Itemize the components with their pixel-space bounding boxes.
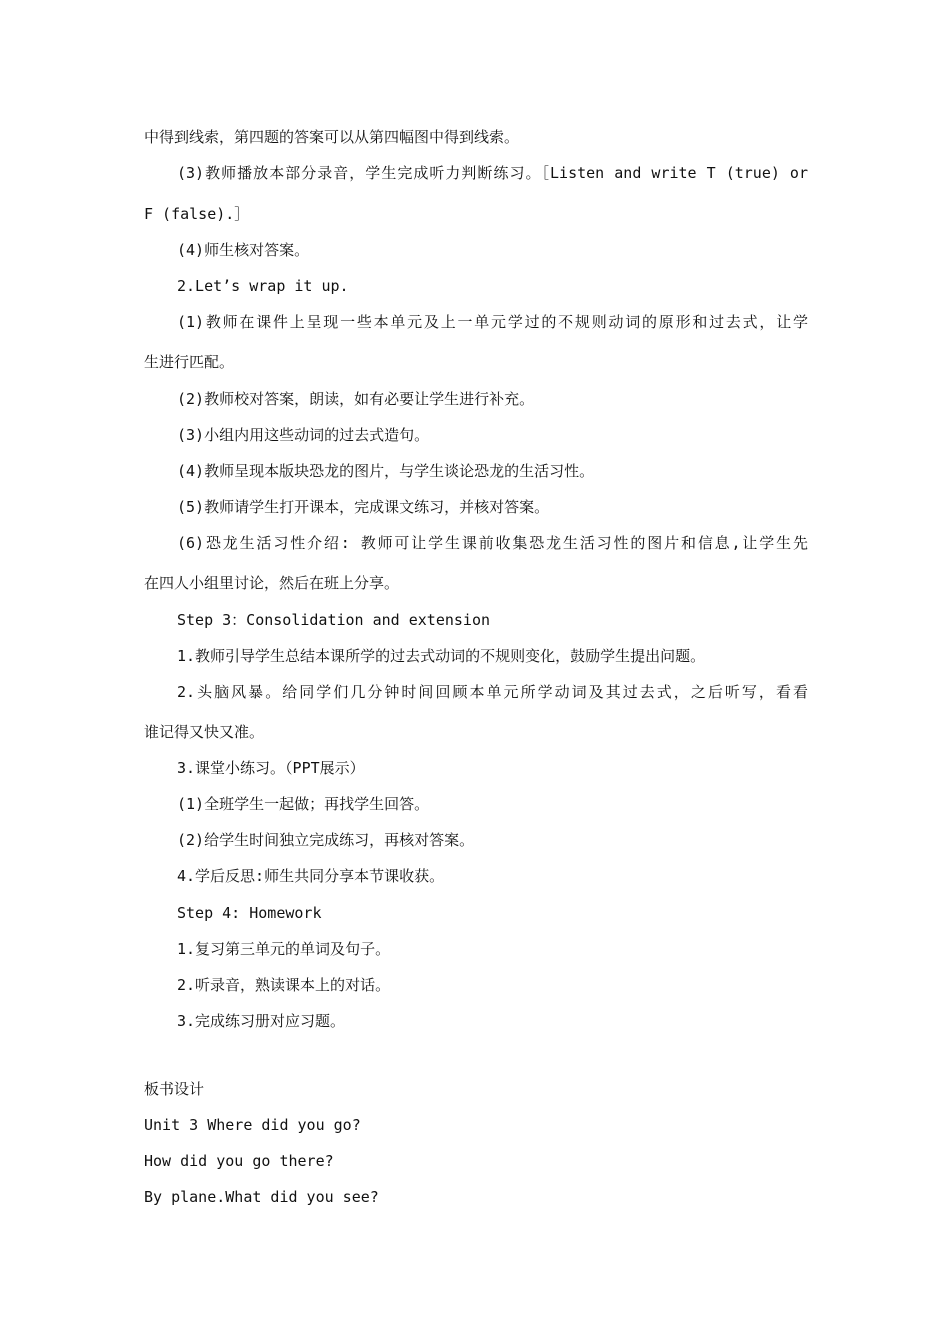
para-line: F (false).］ bbox=[144, 205, 250, 223]
para-line: 中得到线索，第四题的答案可以从第四幅图中得到线索。 bbox=[144, 128, 520, 146]
board-line: How did you go there? bbox=[144, 1152, 334, 1170]
para-line: (1)教师在课件上呈现一些本单元及上一单元学过的不规则动词的原形和过去式，让学 bbox=[177, 313, 808, 331]
para-line: 1.复习第三单元的单词及句子。 bbox=[177, 940, 391, 958]
para-line: 2.头脑风暴。给同学们几分钟时间回顾本单元所学动词及其过去式，之后听写，看看 bbox=[177, 683, 808, 701]
para-line: (2)给学生时间独立完成练习，再核对答案。 bbox=[177, 831, 475, 849]
para-line: 3.课堂小练习。（PPT展示） bbox=[177, 759, 365, 777]
para-line: (2)教师校对答案，朗读，如有必要让学生进行补充。 bbox=[177, 390, 535, 408]
para-line: (5)教师请学生打开课本，完成课文练习，并核对答案。 bbox=[177, 498, 550, 516]
para-line: (3)小组内用这些动词的过去式造句。 bbox=[177, 426, 430, 444]
para-line: 2.听录音，熟读课本上的对话。 bbox=[177, 976, 391, 994]
para-line: (1)全班学生一起做；再找学生回答。 bbox=[177, 795, 430, 813]
para-line: 在四人小组里讨论，然后在班上分享。 bbox=[144, 574, 400, 592]
board-line: By plane.What did you see? bbox=[144, 1188, 379, 1206]
para-line: 1.教师引导学生总结本课所学的过去式动词的不规则变化，鼓励学生提出问题。 bbox=[177, 647, 706, 665]
para-line: 谁记得又快又准。 bbox=[144, 723, 265, 741]
para-line: 2.Let’s wrap it up. bbox=[177, 277, 349, 295]
board-design-title: 板书设计 bbox=[144, 1080, 205, 1098]
para-line: (3)教师播放本部分录音，学生完成听力判断练习。［Listen and write T (true) or bbox=[177, 164, 808, 182]
board-line: Unit 3 Where did you go? bbox=[144, 1116, 361, 1134]
step-heading: Step 3：Consolidation and extension bbox=[177, 611, 491, 629]
para-line: (6)恐龙生活习性介绍: 教师可让学生课前收集恐龙生活习性的图片和信息,让学生先 bbox=[177, 534, 808, 552]
para-line: (4)师生核对答案。 bbox=[177, 241, 310, 259]
step-heading: Step 4: Homework bbox=[177, 904, 322, 922]
para-line: (4)教师呈现本版块恐龙的图片，与学生谈论恐龙的生活习性。 bbox=[177, 462, 595, 480]
para-line: 3.完成练习册对应习题。 bbox=[177, 1012, 346, 1030]
para-line: 生进行匹配。 bbox=[144, 353, 235, 371]
para-line: 4.学后反思:师生共同分享本节课收获。 bbox=[177, 867, 445, 885]
